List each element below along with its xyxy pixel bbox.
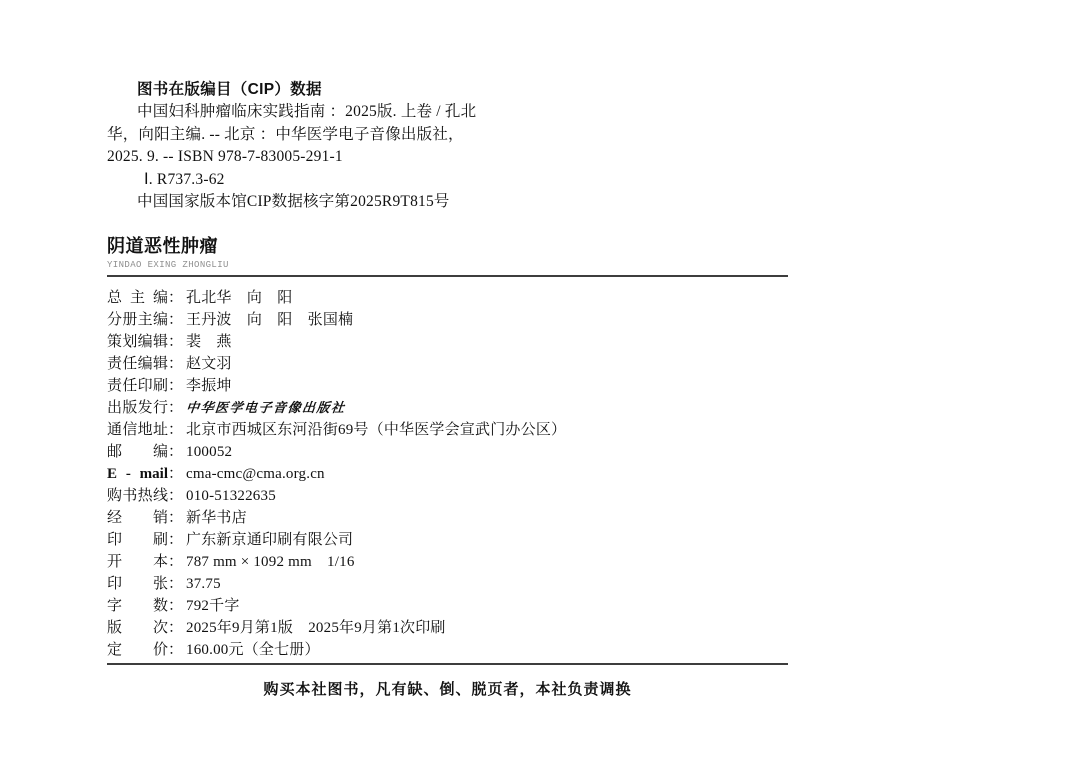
row-colon: ： <box>168 464 184 482</box>
row-label: E - mail <box>107 465 168 482</box>
row-colon: ： <box>168 398 184 416</box>
row-colon: ： <box>168 376 184 394</box>
colophon-row <box>107 639 788 661</box>
row-value: 王丹波 向 阳 张国楠 <box>186 311 354 328</box>
row-value: cma-cmc@cma.org.cn <box>186 465 325 482</box>
cip-heading: 图书在版编目（CIP）数据 <box>137 81 322 98</box>
row-label: 总 主 编 <box>107 288 168 306</box>
row-colon: ： <box>168 574 184 592</box>
colophon-row <box>107 419 788 441</box>
row-value: 010-51322635 <box>186 487 276 504</box>
colophon-row <box>107 287 788 309</box>
row-value: 孔北华 向 阳 <box>186 289 293 306</box>
row-value: 北京市西城区东河沿街69号（中华医学会宣武门办公区） <box>186 421 567 438</box>
colophon-row <box>107 309 788 331</box>
colophon-row <box>107 353 788 375</box>
row-value: 160.00元（全七册） <box>186 641 320 658</box>
publisher-logo-script: 中华医学电子音像出版社 <box>185 399 347 415</box>
row-value: 37.75 <box>186 575 221 592</box>
row-label: 出版发行 <box>107 398 168 416</box>
row-colon: ： <box>168 442 184 460</box>
colophon-row <box>107 485 788 507</box>
cip-line: 2025. 9. -- ISBN 978-7-83005-291-1 <box>107 148 343 165</box>
colophon-row <box>107 463 788 485</box>
book-pinyin: YINDAO EXING ZHONGLIU <box>107 259 229 270</box>
row-colon: ： <box>168 486 184 504</box>
colophon-row <box>107 441 788 463</box>
row-label: 印 张 <box>107 574 168 592</box>
divider-bottom <box>107 663 788 665</box>
row-colon: ： <box>168 332 184 350</box>
row-label: 定 价 <box>107 640 168 658</box>
cip-line: Ⅰ. R737.3-62 <box>144 170 225 188</box>
colophon-row <box>107 595 788 617</box>
divider-top <box>107 275 788 277</box>
cip-line: 中国国家版本馆CIP数据核字第2025R9T815号 <box>137 193 450 210</box>
row-label: 经 销 <box>107 508 168 526</box>
row-value: 2025年9月第1版 2025年9月第1次印刷 <box>186 619 446 636</box>
row-colon: ： <box>168 420 184 438</box>
row-label: 版 次 <box>107 618 168 636</box>
row-label: 字 数 <box>107 596 168 614</box>
row-label: 邮 编 <box>107 442 168 460</box>
exchange-notice: 购买本社图书，凡有缺、倒、脱页者，本社负责调换 <box>263 680 632 698</box>
row-label: 责任编辑 <box>107 354 168 372</box>
colophon-row <box>107 617 788 639</box>
colophon-row <box>107 551 788 573</box>
row-colon: ： <box>168 530 184 548</box>
row-value: 792千字 <box>186 597 240 614</box>
book-title: 阴道恶性肿瘤 <box>107 235 218 256</box>
row-label: 印 刷 <box>107 530 168 548</box>
row-label: 策划编辑 <box>107 332 168 350</box>
copyright-page <box>107 78 788 701</box>
row-colon: ： <box>168 288 184 306</box>
row-colon: ： <box>168 596 184 614</box>
row-colon: ： <box>168 354 184 372</box>
row-colon: ： <box>168 618 184 636</box>
row-colon: ： <box>168 640 184 658</box>
cip-line: 华，向阳主编. -- 北京 ：中华医学电子音像出版社， <box>107 125 464 143</box>
row-value: 787 mm × 1092 mm 1/16 <box>186 553 355 570</box>
row-label: 开 本 <box>107 552 168 570</box>
colophon-row <box>107 507 788 529</box>
row-value: 李振坤 <box>186 377 232 394</box>
row-value: 广东新京通印刷有限公司 <box>186 531 354 548</box>
row-colon: ： <box>168 552 184 570</box>
row-value: 新华书店 <box>186 509 247 526</box>
row-label: 购书热线 <box>107 486 168 504</box>
colophon-row <box>107 397 788 419</box>
row-value: 裴 燕 <box>186 333 232 350</box>
cip-lines <box>107 101 788 214</box>
colophon-row <box>107 375 788 397</box>
colophon-row <box>107 573 788 595</box>
row-value: 赵文羽 <box>186 355 232 372</box>
row-colon: ： <box>168 508 184 526</box>
cip-line: 中国妇科肿瘤临床实践指南 ：2025版. 上卷 / 孔北 <box>137 103 477 120</box>
row-colon: ： <box>168 310 184 328</box>
colophon-row <box>107 529 788 551</box>
row-label: 责任印刷 <box>107 376 168 394</box>
colophon-row <box>107 331 788 353</box>
row-value: 100052 <box>186 443 233 460</box>
row-label: 分册主编 <box>107 310 168 328</box>
row-label: 通信地址 <box>107 420 168 438</box>
colophon-rows <box>107 287 788 661</box>
cip-block <box>107 78 788 214</box>
